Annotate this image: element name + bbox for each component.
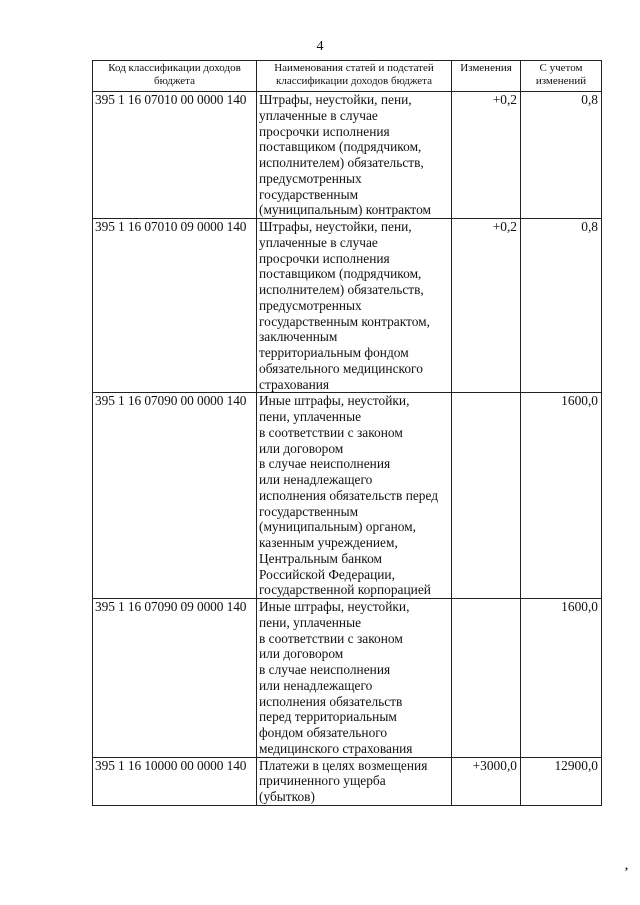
table-row	[93, 599, 602, 758]
revenue-name-line: предусмотренных	[259, 297, 362, 313]
table-header-row	[93, 61, 602, 92]
revenue-name-line: уплаченные в случае	[259, 234, 378, 250]
revenue-name-line: государственной корпорацией	[259, 582, 431, 598]
revenue-name-cell	[257, 393, 452, 599]
revenue-name-line: исполнителем) обязательств,	[259, 155, 424, 170]
header-total: С учетом изменений	[521, 61, 602, 92]
total-amount-cell: 0,8	[521, 92, 602, 219]
table-row	[93, 393, 602, 599]
revenue-name-line: государственным	[259, 503, 359, 519]
revenue-code-cell: 395 1 16 10000 00 0000 140	[93, 757, 257, 805]
revenue-name-line: Иные штрафы, неустойки,	[259, 599, 410, 614]
change-amount-cell: +0,2	[452, 219, 521, 393]
revenue-code-cell: 395 1 16 07010 00 0000 140	[93, 92, 257, 219]
revenue-name-line: страхования	[259, 376, 330, 392]
header-name: Наименования статей и подстатей классификации доходов бюджета	[257, 61, 452, 92]
revenue-name-line: в случае неисполнения	[259, 456, 391, 472]
revenue-name-line: Штрафы, неустойки, пени,	[259, 92, 412, 107]
revenue-code-cell: 395 1 16 07090 00 0000 140	[93, 393, 257, 599]
header-code: Код классификации доходов бюджета	[93, 61, 257, 92]
margin-mark: ,	[625, 858, 628, 872]
revenue-name-line: (муниципальным) органом,	[259, 519, 417, 535]
revenue-name-line: (убытков)	[259, 789, 315, 804]
revenue-name-line: исполнителем) обязательств,	[259, 282, 424, 297]
change-amount-cell: +3000,0	[452, 757, 521, 805]
revenue-name-line: или договором	[259, 440, 344, 456]
revenue-code-cell: 395 1 16 07090 09 0000 140	[93, 599, 257, 758]
revenue-name-line: Центральным банком	[259, 550, 382, 566]
revenue-name-cell	[257, 219, 452, 393]
revenue-name-line: поставщиком (подрядчиком,	[259, 139, 422, 155]
revenue-name-line: пени, уплаченные	[259, 614, 362, 630]
revenue-name-line: фондом обязательного	[259, 725, 388, 740]
revenue-name-line: поставщиком (подрядчиком,	[259, 266, 422, 282]
revenue-name-line: государственным контрактом,	[259, 313, 430, 329]
change-amount-cell	[452, 599, 521, 758]
revenue-name-line: причиненного ущерба	[259, 773, 386, 789]
revenue-name-line: перед территориальным	[259, 709, 397, 725]
change-amount-cell	[452, 393, 521, 599]
total-amount-cell: 0,8	[521, 219, 602, 393]
page-number: 4	[316, 39, 324, 54]
revenue-name-line: (муниципальным) контрактом	[259, 202, 432, 218]
revenue-name-cell	[257, 92, 452, 219]
revenue-name-line: Платежи в целях возмещения	[259, 757, 428, 773]
revenue-name-line: в соответствии с законом	[259, 630, 403, 646]
table-row	[93, 219, 602, 393]
revenue-name-cell	[257, 757, 452, 805]
total-amount-cell: 1600,0	[521, 599, 602, 758]
revenue-name-line: Штрафы, неустойки, пени,	[259, 219, 412, 234]
revenue-name-line: просрочки исполнения	[259, 123, 390, 139]
revenue-name-line: исполнения обязательств перед	[259, 487, 439, 503]
revenue-name-line: казенным учреждением,	[259, 535, 398, 550]
revenue-name-line: территориальным фондом	[259, 345, 409, 360]
header-change: Изменения	[452, 61, 521, 92]
total-amount-cell: 12900,0	[521, 757, 602, 805]
revenue-name-line: просрочки исполнения	[259, 250, 390, 266]
revenue-name-line: исполнения обязательств	[259, 693, 403, 709]
revenue-name-cell	[257, 599, 452, 758]
table-row	[93, 757, 602, 805]
revenue-name-line: Российской Федерации,	[259, 566, 395, 582]
revenue-name-line: государственным	[259, 186, 359, 202]
budget-revenue-table	[92, 60, 602, 806]
revenue-name-line: в соответствии с законом	[259, 424, 403, 440]
revenue-name-line: уплаченные в случае	[259, 107, 378, 123]
revenue-name-line: заключенным	[259, 329, 338, 345]
revenue-name-line: Иные штрафы, неустойки,	[259, 393, 410, 409]
total-amount-cell: 1600,0	[521, 393, 602, 599]
revenue-name-line: или договором	[259, 646, 344, 662]
revenue-name-line: или ненадлежащего	[259, 677, 373, 693]
revenue-name-line: обязательного медицинского	[259, 360, 423, 376]
revenue-name-line: медицинского страхования	[259, 740, 413, 756]
revenue-name-line: или ненадлежащего	[259, 472, 373, 487]
revenue-name-line: в случае неисполнения	[259, 662, 391, 677]
revenue-name-line: предусмотренных	[259, 170, 362, 186]
table-body	[93, 92, 602, 806]
revenue-code-cell: 395 1 16 07010 09 0000 140	[93, 219, 257, 393]
revenue-name-line: пени, уплаченные	[259, 409, 362, 424]
change-amount-cell: +0,2	[452, 92, 521, 219]
table-row	[93, 92, 602, 219]
